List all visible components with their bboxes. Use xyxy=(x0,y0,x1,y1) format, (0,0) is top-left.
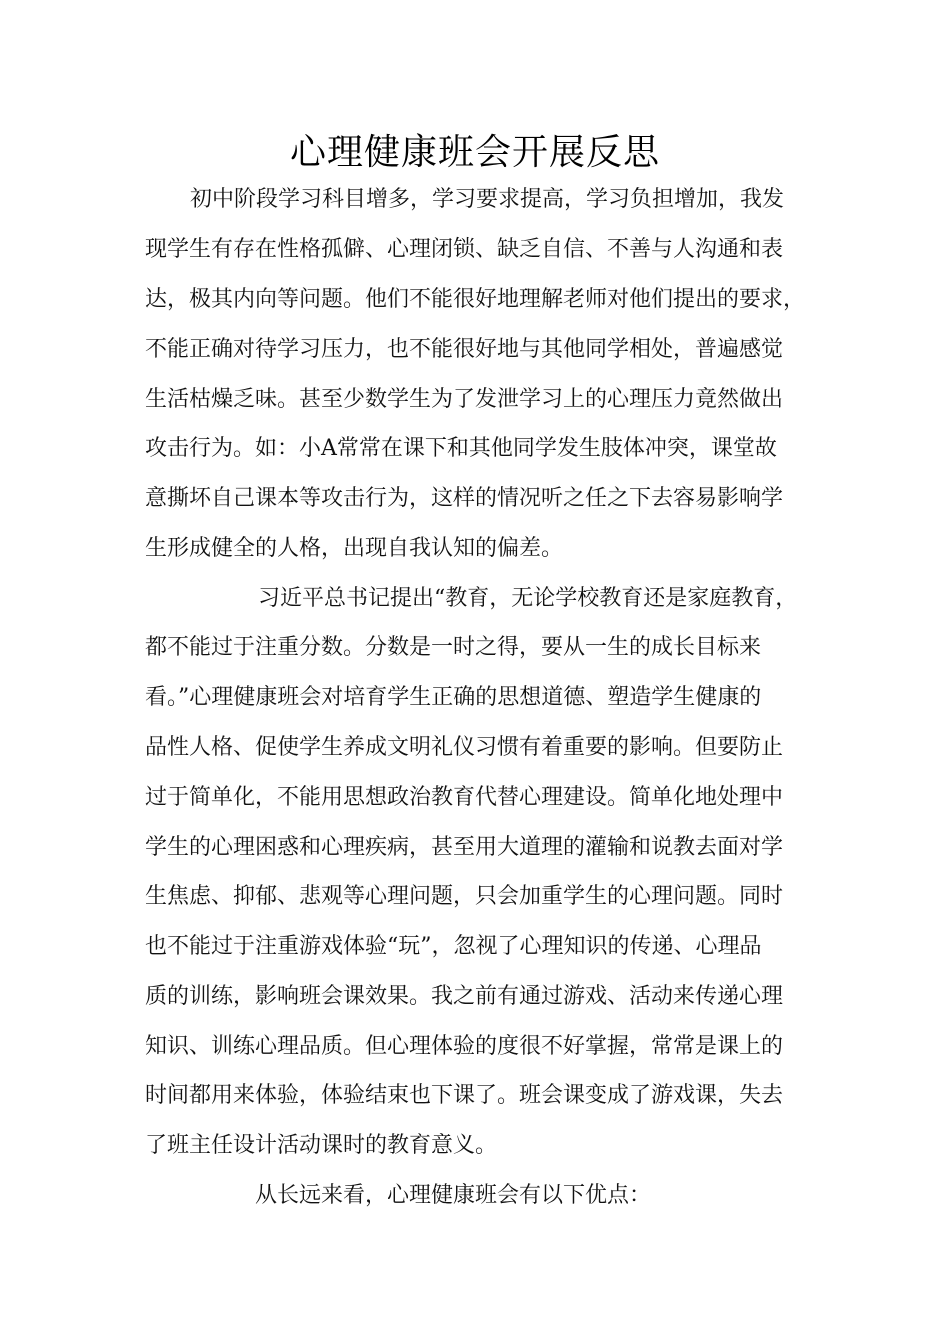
paragraph-line: 时间都用来体验，体验结束也下课了。班会课变成了游戏课，失去 xyxy=(145,1083,784,1108)
paragraph-line: 达，极其内向等问题。他们不能很好地理解老师对他们提出的要求， xyxy=(145,287,806,312)
paragraph-line: 从长远来看，心理健康班会有以下优点： xyxy=(255,1183,652,1208)
paragraph-line: 生焦虑、抑郁、悲观等心理问题，只会加重学生的心理问题。同时 xyxy=(145,884,784,909)
paragraph-line: 学生的心理困惑和心理疾病，甚至用大道理的灌输和说教去面对学 xyxy=(145,835,784,860)
paragraph-line: 初中阶段学习科目增多，学习要求提高，学习负担增加，我发 xyxy=(190,187,785,212)
paragraph-line: 质的训练，影响班会课效果。我之前有通过游戏、活动来传递心理 xyxy=(145,984,784,1009)
paragraph-line: 生活枯燥乏味。甚至少数学生为了发泄学习上的心理压力竟然做出 xyxy=(145,387,784,412)
paragraph-line: 了班主任设计活动课时的教育意义。 xyxy=(145,1133,498,1158)
paragraph-line: 也不能过于注重游戏体验“玩”，忽视了心理知识的传递、心理品 xyxy=(145,934,762,959)
paragraph-line: 意撕坏自己课本等攻击行为，这样的情况听之任之下去容易影响学 xyxy=(145,486,784,511)
paragraph-line: 都不能过于注重分数。分数是一时之得，要从一生的成长目标来 xyxy=(145,635,762,660)
paragraph-line: 品性人格、促使学生养成文明礼仪习惯有着重要的影响。但要防止 xyxy=(145,735,784,760)
paragraph-line: 看。”心理健康班会对培育学生正确的思想道德、塑造学生健康的 xyxy=(145,685,762,710)
paragraph-line: 习近平总书记提出“教育，无论学校教育还是家庭教育， xyxy=(258,586,798,611)
paragraph-line: 过于简单化，不能用思想政治教育代替心理建设。简单化地处理中 xyxy=(145,785,784,810)
paragraph-line: 攻击行为。如：小A常常在课下和其他同学发生肢体冲突，课堂故 xyxy=(145,436,777,461)
paragraph-line: 不能正确对待学习压力，也不能很好地与其他同学相处，普遍感觉 xyxy=(145,337,784,362)
paragraph-line: 知识、训练心理品质。但心理体验的度很不好掌握，常常是课上的 xyxy=(145,1034,784,1059)
paragraph-line: 生形成健全的人格，出现自我认知的偏差。 xyxy=(145,536,564,561)
document-title: 心理健康班会开展反思 xyxy=(289,132,660,173)
paragraph-line: 现学生有存在性格孤僻、心理闭锁、缺乏自信、不善与人沟通和表 xyxy=(145,237,784,262)
